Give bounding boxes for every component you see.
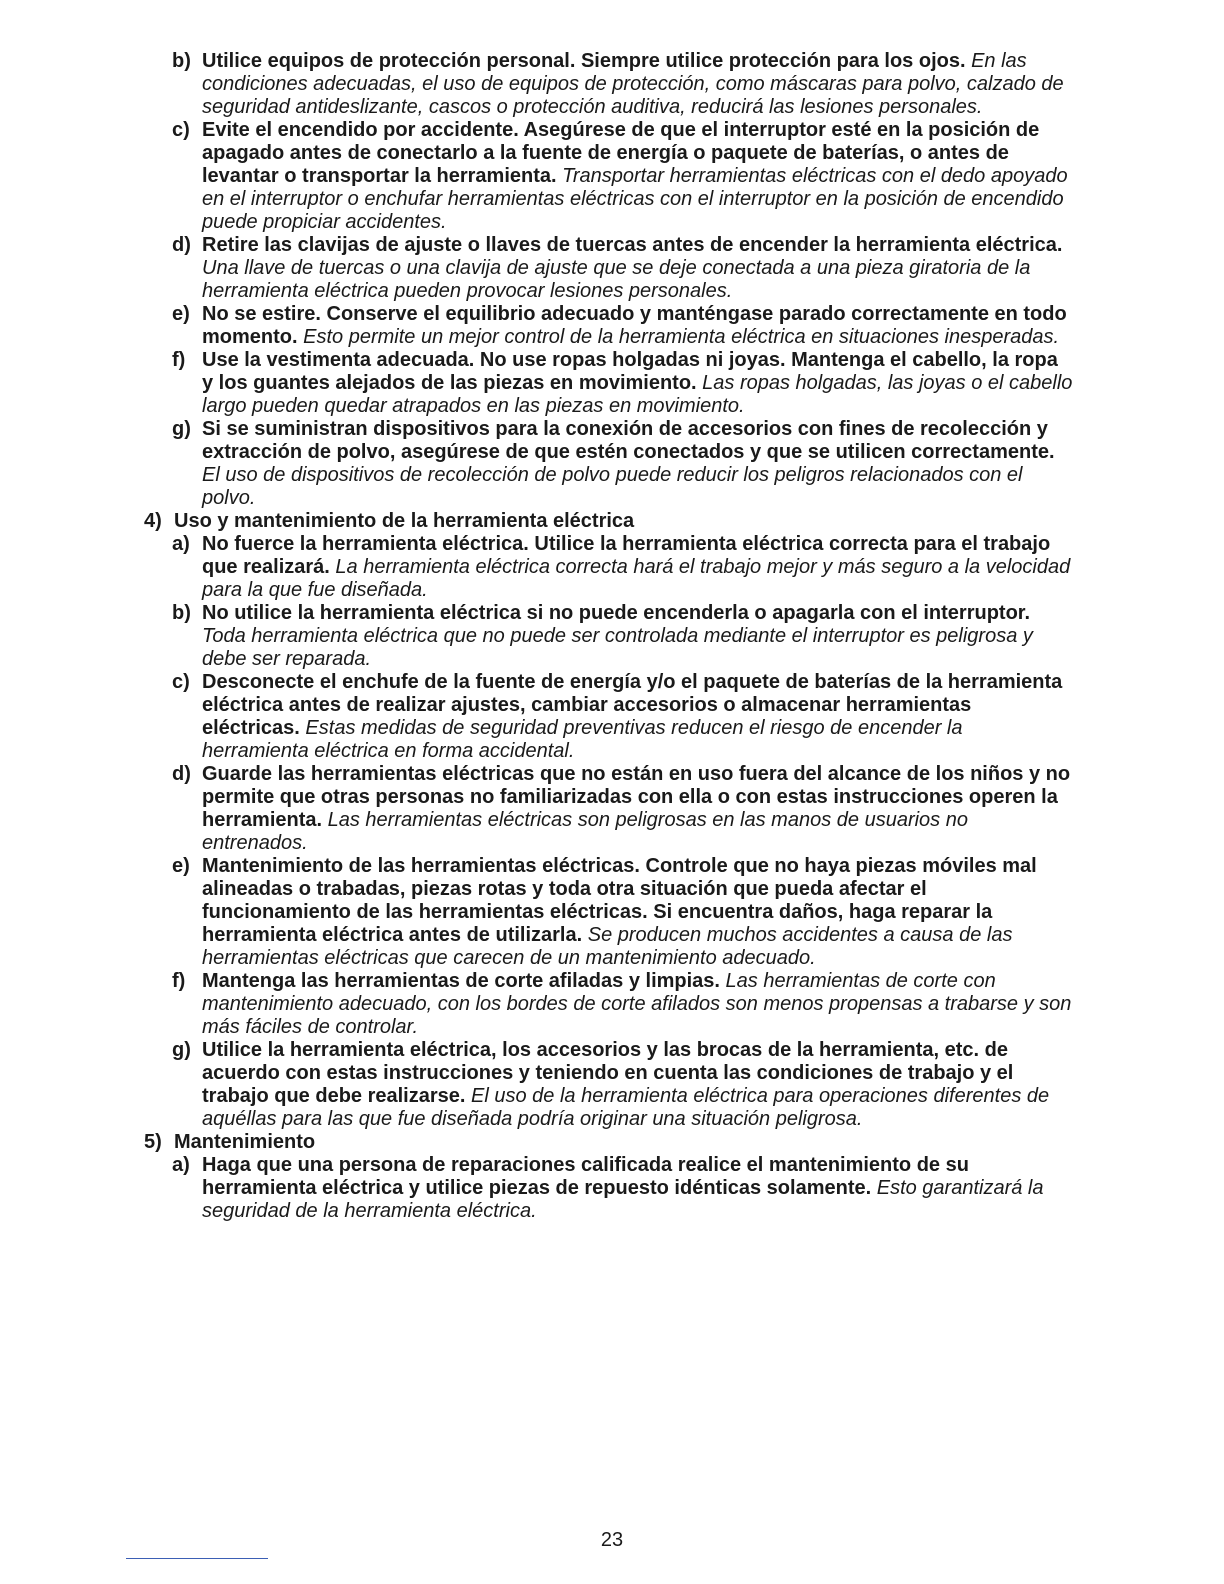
item-explanation: Esto permite un mejor control de la herramienta eléctrica en situaciones inesperadas. [303, 326, 1060, 348]
item-marker: e) [172, 855, 190, 877]
list-item [144, 1154, 1074, 1223]
item-marker: f) [172, 349, 186, 371]
item-explanation: En las condiciones adecuadas, el uso de equipos de protección, como máscaras para polvo, calzado de seguridad antideslizante, cascos o protección auditiva, reducirá las lesiones personales. [202, 50, 1064, 118]
item-explanation: Las herramientas de corte con mantenimiento adecuado, con los bordes de corte afilados son menos propensas a trabarse y son más fáciles de controlar. [202, 970, 1072, 1038]
item-explanation: Estas medidas de seguridad preventivas reducen el riesgo de encender la herramienta eléctrica en forma accidental. [202, 717, 963, 762]
item-explanation: Toda herramienta eléctrica que no puede ser controlada mediante el interruptor es peligrosa y debe ser reparada. [202, 625, 1033, 670]
list-item [144, 533, 1074, 602]
item-explanation: Las ropas holgadas, las joyas o el cabello largo pueden quedar atrapados en las piezas en movimiento. [202, 372, 1073, 417]
item-explanation: La herramienta eléctrica correcta hará el trabajo mejor y más seguro a la velocidad para la que fue diseñada. [202, 556, 1071, 601]
item-marker: f) [172, 970, 186, 992]
list-item [144, 1039, 1074, 1131]
list-item [144, 349, 1074, 418]
item-rule: Retire las clavijas de ajuste o llaves de tuercas antes de encender la herramienta eléctrica. [202, 234, 1063, 256]
footer-rule [126, 1558, 268, 1559]
item-marker: c) [172, 671, 190, 693]
item-marker: b) [172, 602, 191, 624]
item-marker: g) [172, 1039, 191, 1061]
item-marker: d) [172, 763, 191, 785]
item-rule: Guarde las herramientas eléctricas que no están en uso fuera del alcance de los niños y no permite que otras personas no familiarizadas con ella o con estas instrucciones operen la herramienta. [202, 763, 1071, 831]
item-rule: Si se suministran dispositivos para la conexión de accesorios con fines de recolección y extracción de polvo, asegúrese de que estén conectados y que se utilicen correctamente. [202, 418, 1055, 463]
item-rule: Haga que una persona de reparaciones calificada realice el mantenimiento de su herramienta eléctrica y utilice piezas de repuesto idénticas solamente. [202, 1154, 969, 1199]
list-item [144, 970, 1074, 1039]
item-rule: Use la vestimenta adecuada. No use ropas holgadas ni joyas. Mantenga el cabello, la ropa y los guantes alejados de las piezas en movimiento. [202, 349, 1058, 394]
item-explanation: Esto garantizará la seguridad de la herramienta eléctrica. [202, 1177, 1044, 1222]
item-rule: No se estire. Conserve el equilibrio adecuado y manténgase parado correctamente en todo momento. [202, 303, 1067, 348]
section-title: Mantenimiento [174, 1131, 316, 1153]
item-rule: Desconecte el enchufe de la fuente de energía y/o el paquete de baterías de la herramienta eléctrica antes de realizar ajustes, cambiar accesorios o almacenar herramientas eléctricas. [202, 671, 1063, 739]
section-marker: 5) [144, 1131, 162, 1153]
item-rule: No utilice la herramienta eléctrica si no puede encenderla o apagarla con el interruptor. [202, 602, 1031, 624]
item-marker: b) [172, 50, 191, 72]
item-rule: Utilice equipos de protección personal. Siempre utilice protección para los ojos. [202, 50, 966, 72]
item-rule: Evite el encendido por accidente. Asegúrese de que el interruptor esté en la posición de apagado antes de conectarlo a la fuente de energía o paquete de baterías, o antes de levantar o transportar la herramienta. [202, 119, 1040, 187]
list-item [144, 671, 1074, 763]
item-rule: Mantenimiento de las herramientas eléctricas. Controle que no haya piezas móviles mal alineadas o trabadas, piezas rotas y toda otra situación que pueda afectar el funcionamiento de las herramientas eléctricas. Si encuentra daños, haga reparar la herramienta eléctrica antes de utilizarla. [202, 855, 1037, 946]
item-marker: e) [172, 303, 190, 325]
list-item [144, 303, 1074, 349]
section-heading [144, 510, 1074, 533]
section-title: Uso y mantenimiento de la herramienta eléctrica [174, 510, 635, 532]
list-item [144, 418, 1074, 510]
list-item [144, 50, 1074, 119]
item-marker: a) [172, 1154, 190, 1176]
item-marker: a) [172, 533, 190, 555]
section-heading [144, 1131, 1074, 1154]
item-rule: Utilice la herramienta eléctrica, los accesorios y las brocas de la herramienta, etc. de acuerdo con estas instrucciones y teniendo en cuenta las condiciones de trabajo y el trabajo que debe realizarse. [202, 1039, 1014, 1107]
list-item [144, 855, 1074, 970]
safety-instructions [144, 50, 1074, 1223]
list-item [144, 119, 1074, 234]
item-explanation: Las herramientas eléctricas son peligrosas en las manos de usuarios no entrenados. [202, 809, 968, 854]
page-number: 23 [600, 1529, 624, 1551]
item-explanation: El uso de dispositivos de recolección de polvo puede reducir los peligros relacionados con el polvo. [202, 464, 1023, 509]
item-marker: c) [172, 119, 190, 141]
list-item [144, 763, 1074, 855]
item-marker: d) [172, 234, 191, 256]
item-explanation: El uso de la herramienta eléctrica para operaciones diferentes de aquéllas para las que fue diseñada podría originar una situación peligrosa. [202, 1085, 1050, 1130]
item-marker: g) [172, 418, 191, 440]
item-rule: Mantenga las herramientas de corte afiladas y limpias. [202, 970, 720, 992]
list-item [144, 234, 1074, 303]
item-explanation: Una llave de tuercas o una clavija de ajuste que se deje conectada a una pieza giratoria de la herramienta eléctrica pueden provocar lesiones personales. [202, 257, 1031, 302]
list-item [144, 602, 1074, 671]
section-marker: 4) [144, 510, 162, 532]
item-rule: No fuerce la herramienta eléctrica. Utilice la herramienta eléctrica correcta para el trabajo que realizará. [202, 533, 1051, 578]
item-explanation: Transportar herramientas eléctricas con el dedo apoyado en el interruptor o enchufar herramientas eléctricas con el interruptor en la posición de encendido puede propiciar accidentes. [202, 165, 1068, 233]
item-explanation: Se producen muchos accidentes a causa de las herramientas eléctricas que carecen de un mantenimiento adecuado. [202, 924, 1013, 969]
